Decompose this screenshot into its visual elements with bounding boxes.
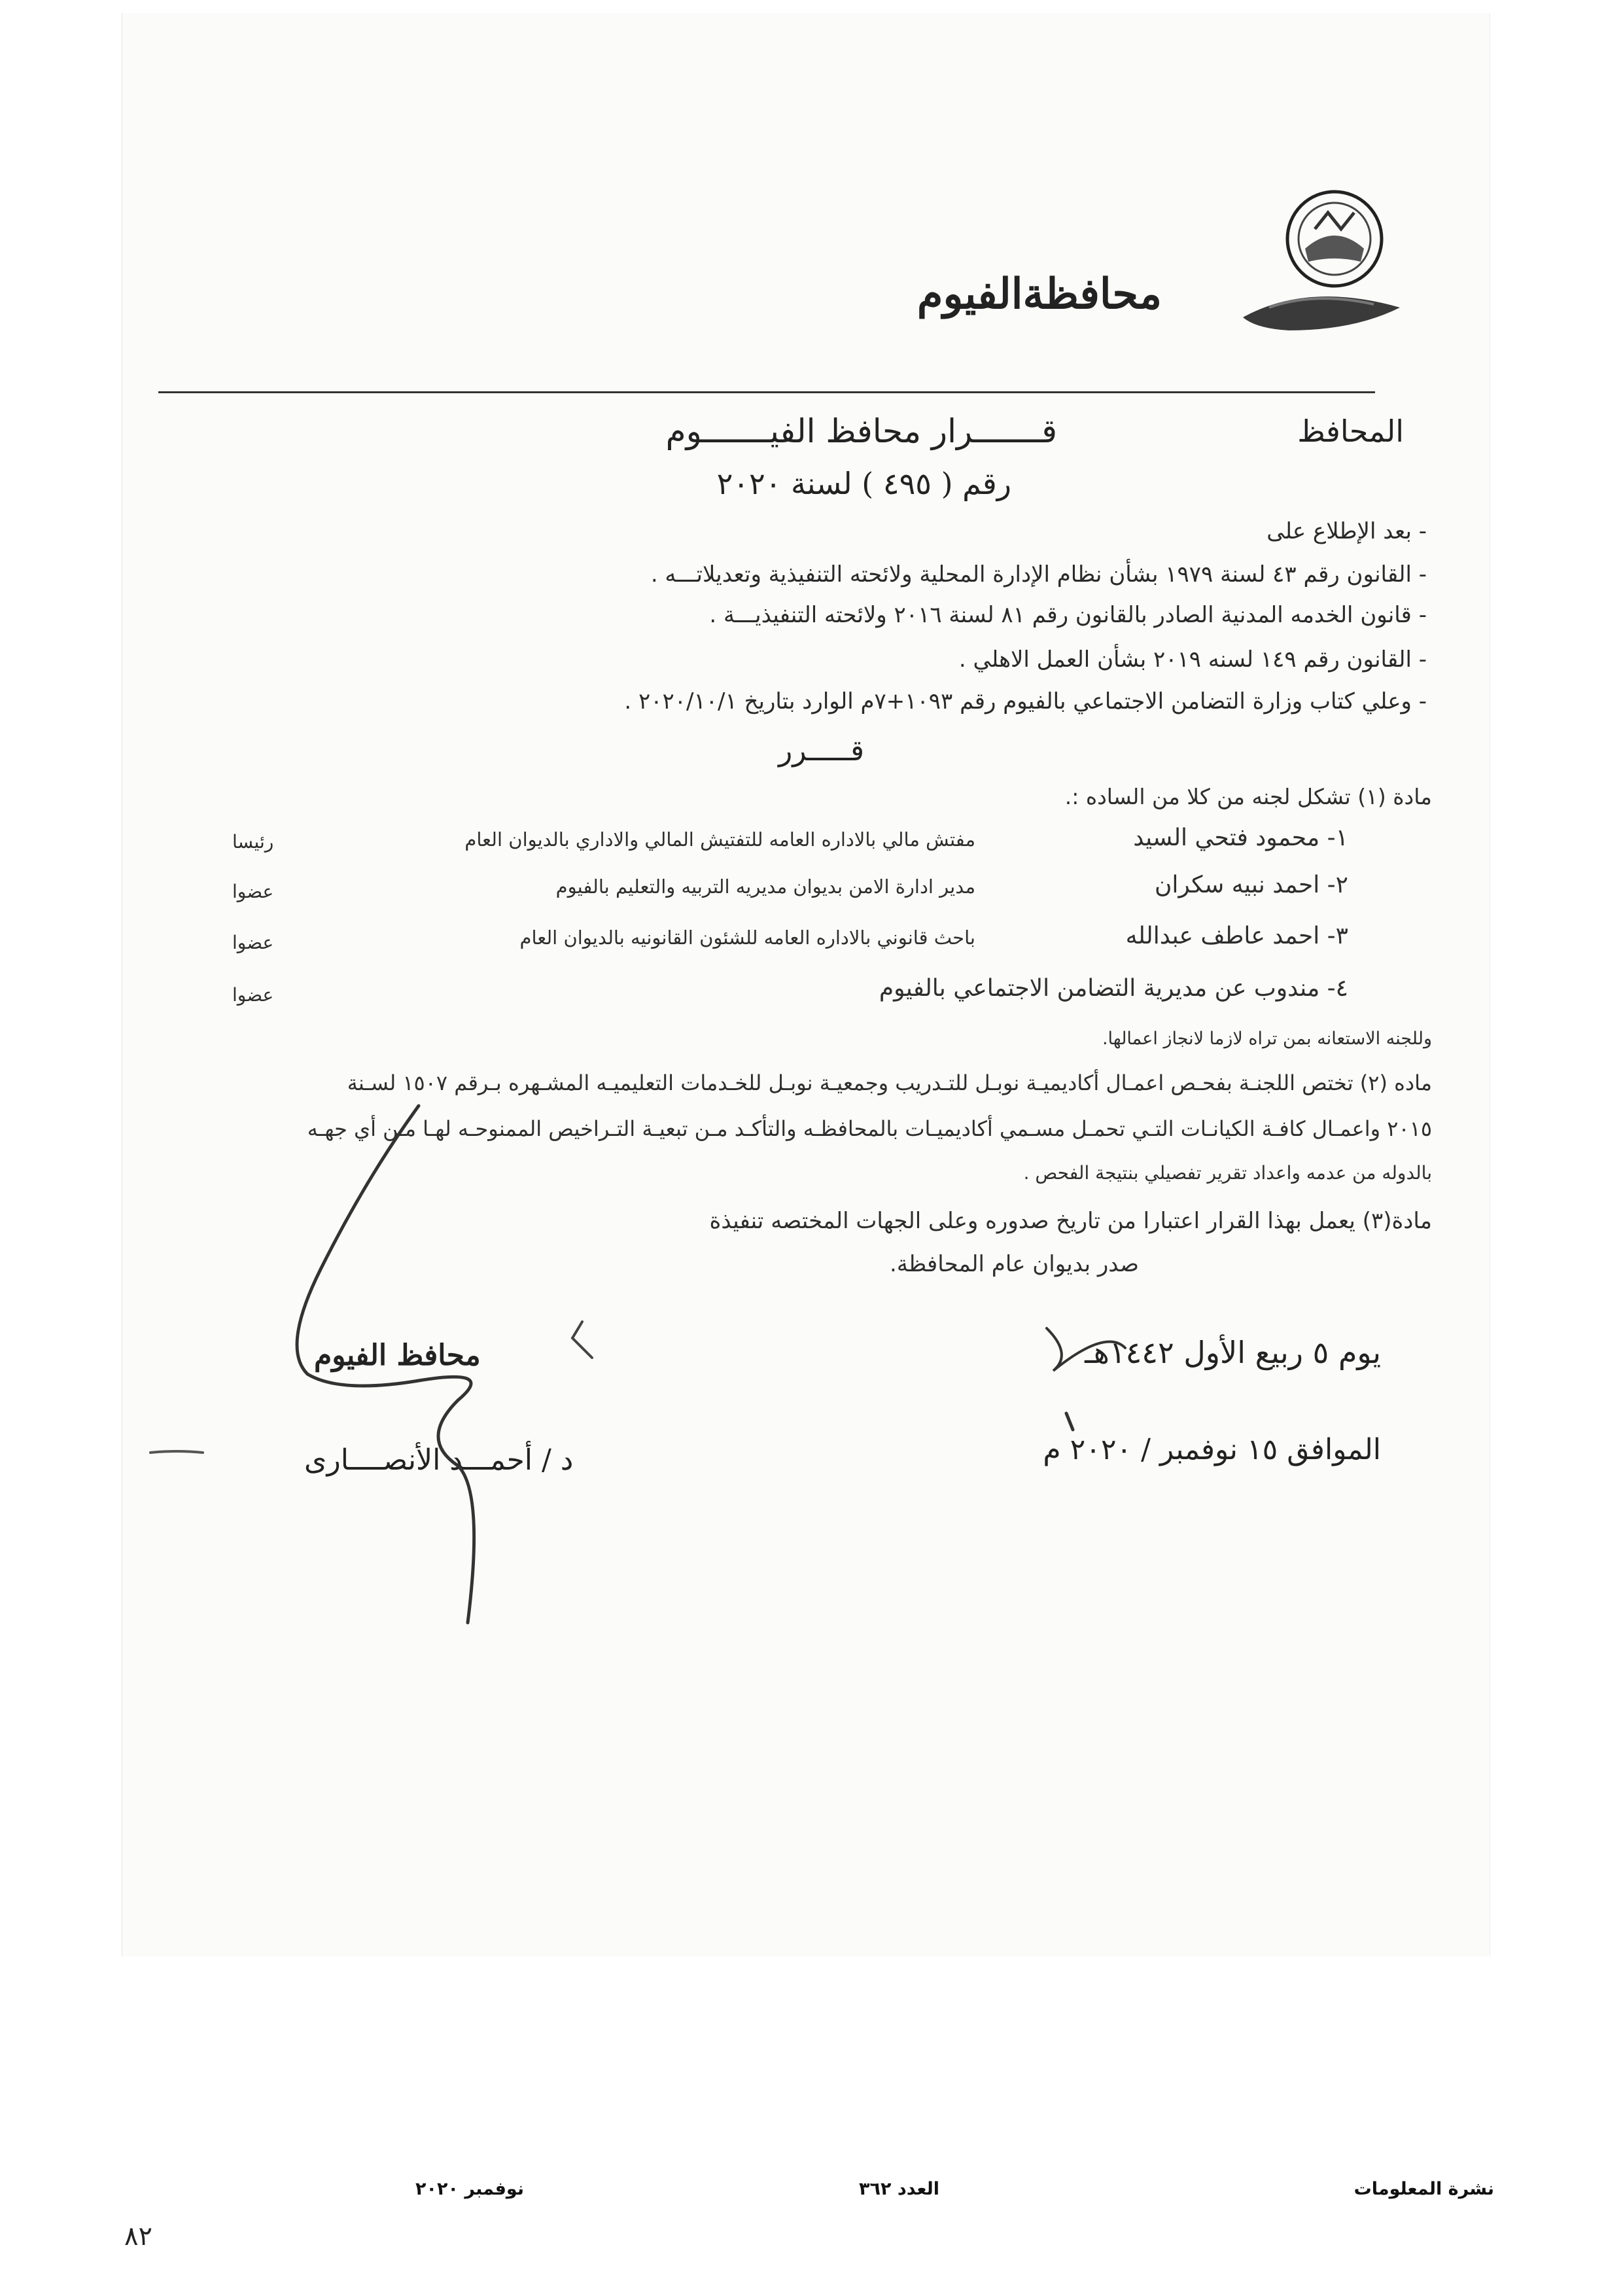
member-name: ٤- مندوب عن مديرية التضامن الاجتماعي بالفيوم [879,975,1348,1002]
member-title: باحث قانوني بالاداره العامه للشئون القانونيه بالديوان العام [519,927,975,949]
member-role: رئيسا [232,831,274,853]
article-1-intro: مادة (١) تشكل لجنه من كلا من الساده :. [1064,784,1432,809]
member-role: عضوا [232,932,274,953]
preamble-line: - وعلي كتاب وزارة التضامن الاجتماعي بالفيوم رقم ١٠٩٣+٧م الوارد بتاريخ ٢٠٢٠/١٠/١ . [624,688,1427,715]
governorate-name: محافظةالفيوم [916,270,1162,319]
preamble-line: - قانون الخدمه المدنية الصادر بالقانون رقم ٨١ لسنة ٢٠١٦ ولائحته التنفيذيـــة . [709,602,1427,628]
article-2-line: ماده (٢) تختص اللجنـة بفحـص اعمـال أكاديميـة نوبـل للتـدريب وجمعيـة نوبـل للخـدمات التعليميـه المشـهره بـرقم ١٥٠٧ لسـنة [347,1070,1432,1095]
member-name: ١- محمود فتحي السيد [1133,824,1348,851]
member-title: مدير ادارة الامن بديوان مديريه التربيه والتعليم بالفيوم [555,875,975,898]
signatory-title: محافظ الفيوم [314,1339,481,1372]
preamble-line: - القانون رقم ٤٣ لسنة ١٩٧٩ بشأن نظام الإدارة المحلية ولائحته التنفيذية وتعديلاتـــه . [650,561,1427,588]
article-1-note: وللجنه الاستعانه بمن تراه لازما لانجاز اعمالها. [1102,1029,1432,1049]
article-2-line: بالدوله من عدمه واعداد تقرير تفصيلي بنتيجة الفحص . [1023,1162,1432,1184]
member-name: ٣- احمد عاطف عبدالله [1125,923,1348,949]
page-number: ٨٢ [124,2221,152,2252]
decision-title: قـــــــرار محافظ الفيـــــــوم [665,412,1057,450]
issuer-label: المحافظ [1297,414,1404,449]
article-2-line: ٢٠١٥ واعمـال كافـة الكيانـات التـي تحمـل مسـمي أكاديميـات بالمحافظـه والتأكـد مـن تبعيـة التـراخيص الممنوحـه لهـا مـن أي جهـه [307,1116,1432,1141]
article-3: مادة(٣) يعمل بهذا القرار اعتبارا من تاريخ صدوره وعلى الجهات المختصه تنفيذة [709,1208,1432,1234]
hijri-date: يوم ٥ ربيع الأول ١٤٤٢هـ [1085,1335,1381,1370]
decision-number: رقم ( ٤٩٥ ) لسنة ٢٠٢٠ [716,466,1011,501]
member-title: مفتش مالي بالاداره العامه للتفتيش المالي والاداري بالديوان العام [464,828,975,851]
footer-month: نوفمبر ٢٠٢٠ [415,2179,524,2199]
signatory-name: د / أحمـــد الأنصــــارى [304,1443,574,1477]
member-role: عضوا [232,881,274,902]
gregorian-date: الموافق ١٥ نوفمبر / ٢٠٢٠ م [1043,1433,1381,1466]
issued-at: صدر بديوان عام المحافظة. [890,1251,1139,1277]
footer-publication: نشرة المعلومات [1353,2179,1494,2199]
preamble-line: - القانون رقم ١٤٩ لسنه ٢٠١٩ بشأن العمل الاهلي . [958,646,1427,673]
member-role: عضوا [232,984,274,1006]
footer-issue: العدد ٣٦٢ [859,2179,939,2199]
decided-heading: قـــــرر [778,734,864,768]
member-name: ٢- احمد نبيه سكران [1154,872,1348,898]
preamble-line: - بعد الإطلاع على [1266,518,1427,544]
